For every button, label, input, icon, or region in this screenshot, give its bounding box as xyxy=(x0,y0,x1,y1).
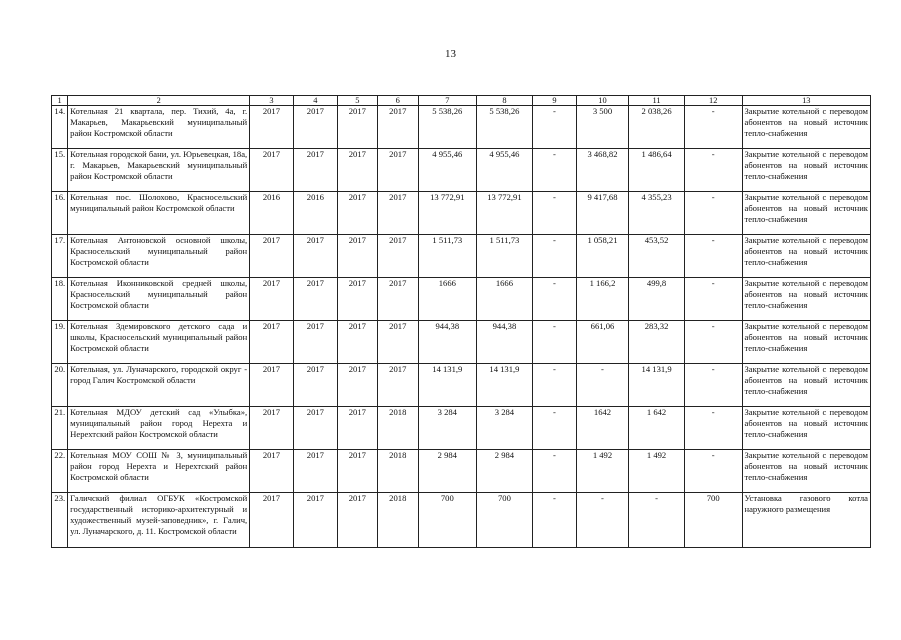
object-name-cell: Котельная МОУ СОШ № 3, муниципальный район город Нерехта и Нерехтский район Костромской области xyxy=(68,450,250,493)
row-number-cell: 22. xyxy=(52,450,68,493)
year-cell: 2017 xyxy=(250,235,293,278)
row-number-cell: 15. xyxy=(52,149,68,192)
amount-cell: 661,06 xyxy=(576,321,629,364)
measure-description-cell: Установка газового котла наружного размещения xyxy=(742,493,871,548)
year-cell: 2017 xyxy=(338,278,377,321)
year-cell: 2017 xyxy=(250,321,293,364)
row-number-cell: 20. xyxy=(52,364,68,407)
object-name-cell: Котельная 21 квартала, пер. Тихий, 4а, г. Макарьев, Макарьевский муниципальный район Костромской области xyxy=(68,106,250,149)
table-row xyxy=(52,493,871,548)
amount-cell: 3 500 xyxy=(576,106,629,149)
measure-description-cell: Закрытие котельной с переводом абонентов на новый источник тепло-снабжения xyxy=(742,321,871,364)
measure-description-cell: Закрытие котельной с переводом абонентов на новый источник тепло-снабжения xyxy=(742,235,871,278)
row-number-cell: 23. xyxy=(52,493,68,548)
header-cell: 3 xyxy=(250,96,293,106)
year-cell: 2016 xyxy=(250,192,293,235)
amount-cell: - xyxy=(533,192,576,235)
year-cell: 2017 xyxy=(338,321,377,364)
amount-cell: 13 772,91 xyxy=(419,192,477,235)
amount-cell: 499,8 xyxy=(629,278,685,321)
object-name-cell: Котельная Иконниковской средней школы, Красносельский муниципальный район Костромской области xyxy=(68,278,250,321)
measure-description-cell: Закрытие котельной с переводом абонентов на новый источник тепло-снабжения xyxy=(742,278,871,321)
amount-cell: - xyxy=(684,321,742,364)
row-number-cell: 18. xyxy=(52,278,68,321)
amount-cell: - xyxy=(684,235,742,278)
year-cell: 2017 xyxy=(250,278,293,321)
amount-cell: 1 486,64 xyxy=(629,149,685,192)
amount-cell: 14 131,9 xyxy=(419,364,477,407)
amount-cell: - xyxy=(684,278,742,321)
amount-cell: - xyxy=(533,321,576,364)
amount-cell: 1666 xyxy=(476,278,533,321)
amount-cell: 944,38 xyxy=(476,321,533,364)
amount-cell: 1666 xyxy=(419,278,477,321)
year-cell: 2017 xyxy=(250,493,293,548)
amount-cell: 1 511,73 xyxy=(476,235,533,278)
table-row xyxy=(52,149,871,192)
row-number-cell: 19. xyxy=(52,321,68,364)
table-row xyxy=(52,321,871,364)
amount-cell: 5 538,26 xyxy=(419,106,477,149)
amount-cell: - xyxy=(684,106,742,149)
row-number-cell: 17. xyxy=(52,235,68,278)
year-cell: 2017 xyxy=(338,493,377,548)
year-cell: 2017 xyxy=(377,364,418,407)
year-cell: 2017 xyxy=(377,278,418,321)
amount-cell: - xyxy=(684,407,742,450)
amount-cell: 1 492 xyxy=(576,450,629,493)
object-name-cell: Котельная Здемировского детского сада и школы, Красносельский муниципальный район Костромской области xyxy=(68,321,250,364)
object-name-cell: Котельная Антоновской основной школы, Красносельский муниципальный район Костромской области xyxy=(68,235,250,278)
table-row xyxy=(52,106,871,149)
year-cell: 2017 xyxy=(338,364,377,407)
year-cell: 2017 xyxy=(338,407,377,450)
measure-description-cell: Закрытие котельной с переводом абонентов на новый источник тепло-снабжения xyxy=(742,407,871,450)
object-name-cell: Котельная городской бани, ул. Юрьевецкая, 18а, г. Макарьев, Макарьевский муниципальный район Костромской области xyxy=(68,149,250,192)
row-number-cell: 16. xyxy=(52,192,68,235)
boiler-registry-table xyxy=(51,95,871,548)
year-cell: 2018 xyxy=(377,450,418,493)
year-cell: 2018 xyxy=(377,493,418,548)
year-cell: 2017 xyxy=(338,149,377,192)
amount-cell: 14 131,9 xyxy=(629,364,685,407)
amount-cell: 5 538,26 xyxy=(476,106,533,149)
year-cell: 2017 xyxy=(377,235,418,278)
amount-cell: - xyxy=(533,493,576,548)
amount-cell: 3 284 xyxy=(476,407,533,450)
amount-cell: 9 417,68 xyxy=(576,192,629,235)
amount-cell: 1 058,21 xyxy=(576,235,629,278)
year-cell: 2017 xyxy=(377,106,418,149)
amount-cell: 4 355,23 xyxy=(629,192,685,235)
amount-cell: 283,32 xyxy=(629,321,685,364)
amount-cell: - xyxy=(576,493,629,548)
amount-cell: - xyxy=(684,364,742,407)
header-cell: 6 xyxy=(377,96,418,106)
amount-cell: - xyxy=(533,235,576,278)
amount-cell: 1 642 xyxy=(629,407,685,450)
amount-cell: - xyxy=(533,407,576,450)
amount-cell: - xyxy=(684,149,742,192)
year-cell: 2017 xyxy=(293,321,337,364)
year-cell: 2017 xyxy=(293,493,337,548)
amount-cell: 1 492 xyxy=(629,450,685,493)
table-row xyxy=(52,364,871,407)
header-cell: 2 xyxy=(68,96,250,106)
year-cell: 2017 xyxy=(293,149,337,192)
page-number: 13 xyxy=(445,48,456,60)
amount-cell: 1642 xyxy=(576,407,629,450)
header-cell: 8 xyxy=(476,96,533,106)
amount-cell: 2 984 xyxy=(419,450,477,493)
amount-cell: 3 468,82 xyxy=(576,149,629,192)
year-cell: 2017 xyxy=(293,106,337,149)
amount-cell: 944,38 xyxy=(419,321,477,364)
header-cell: 4 xyxy=(293,96,337,106)
year-cell: 2017 xyxy=(250,149,293,192)
table-row xyxy=(52,407,871,450)
year-cell: 2017 xyxy=(338,235,377,278)
year-cell: 2017 xyxy=(377,321,418,364)
amount-cell: 3 284 xyxy=(419,407,477,450)
row-number-cell: 21. xyxy=(52,407,68,450)
header-cell: 5 xyxy=(338,96,377,106)
table-row xyxy=(52,450,871,493)
amount-cell: 700 xyxy=(476,493,533,548)
object-name-cell: Котельная МДОУ детский сад «Улыбка», муниципальный район город Нерехта и Нерехтский район Костромской области xyxy=(68,407,250,450)
year-cell: 2017 xyxy=(293,278,337,321)
amount-cell: 453,52 xyxy=(629,235,685,278)
header-cell: 7 xyxy=(419,96,477,106)
amount-cell: - xyxy=(533,106,576,149)
year-cell: 2017 xyxy=(293,450,337,493)
year-cell: 2017 xyxy=(250,407,293,450)
amount-cell: 4 955,46 xyxy=(419,149,477,192)
year-cell: 2017 xyxy=(377,149,418,192)
amount-cell: - xyxy=(684,192,742,235)
year-cell: 2017 xyxy=(338,192,377,235)
year-cell: 2017 xyxy=(338,450,377,493)
amount-cell: - xyxy=(684,450,742,493)
year-cell: 2017 xyxy=(377,192,418,235)
year-cell: 2017 xyxy=(250,364,293,407)
amount-cell: 700 xyxy=(419,493,477,548)
amount-cell: 2 984 xyxy=(476,450,533,493)
measure-description-cell: Закрытие котельной с переводом абонентов на новый источник тепло-снабжения xyxy=(742,149,871,192)
row-number-cell: 14. xyxy=(52,106,68,149)
amount-cell: 2 038,26 xyxy=(629,106,685,149)
measure-description-cell: Закрытие котельной с переводом абонентов на новый источник тепло-снабжения xyxy=(742,450,871,493)
amount-cell: - xyxy=(576,364,629,407)
table-row xyxy=(52,235,871,278)
year-cell: 2017 xyxy=(293,407,337,450)
amount-cell: - xyxy=(533,364,576,407)
amount-cell: - xyxy=(533,149,576,192)
header-cell: 12 xyxy=(684,96,742,106)
year-cell: 2018 xyxy=(377,407,418,450)
year-cell: 2017 xyxy=(293,364,337,407)
amount-cell: 13 772,91 xyxy=(476,192,533,235)
year-cell: 2017 xyxy=(338,106,377,149)
year-cell: 2017 xyxy=(293,235,337,278)
table-row xyxy=(52,278,871,321)
table-header-row xyxy=(52,96,871,106)
amount-cell: 14 131,9 xyxy=(476,364,533,407)
amount-cell: - xyxy=(533,278,576,321)
year-cell: 2017 xyxy=(250,450,293,493)
amount-cell: - xyxy=(629,493,685,548)
table-row xyxy=(52,192,871,235)
amount-cell: 1 511,73 xyxy=(419,235,477,278)
amount-cell: 700 xyxy=(684,493,742,548)
year-cell: 2016 xyxy=(293,192,337,235)
amount-cell: 4 955,46 xyxy=(476,149,533,192)
amount-cell: 1 166,2 xyxy=(576,278,629,321)
year-cell: 2017 xyxy=(250,106,293,149)
header-cell: 11 xyxy=(629,96,685,106)
object-name-cell: Котельная пос. Шолохово, Красносельский муниципальный район Костромской области xyxy=(68,192,250,235)
measure-description-cell: Закрытие котельной с переводом абонентов на новый источник тепло-снабжения xyxy=(742,106,871,149)
amount-cell: - xyxy=(533,450,576,493)
header-cell: 9 xyxy=(533,96,576,106)
object-name-cell: Котельная, ул. Луначарского, городской округ - город Галич Костромской области xyxy=(68,364,250,407)
measure-description-cell: Закрытие котельной с переводом абонентов на новый источник тепло-снабжения xyxy=(742,192,871,235)
object-name-cell: Галичский филиал ОГБУК «Костромской государственный историко-архитектурный и художественный музей-заповедник», г. Галич, ул. Луначарского, д. 11. Костромской области xyxy=(68,493,250,548)
measure-description-cell: Закрытие котельной с переводом абонентов на новый источник тепло-снабжения xyxy=(742,364,871,407)
header-cell: 10 xyxy=(576,96,629,106)
header-cell: 13 xyxy=(742,96,871,106)
header-cell: 1 xyxy=(52,96,68,106)
